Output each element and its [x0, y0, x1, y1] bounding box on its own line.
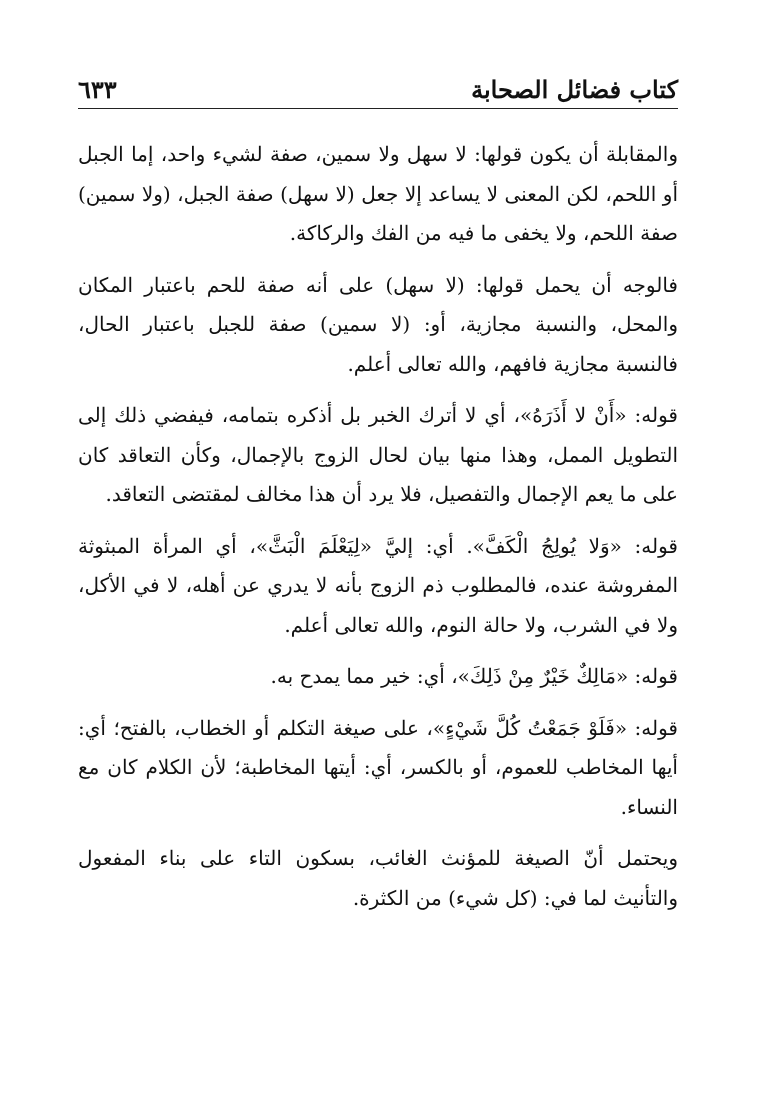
page-body — [78, 135, 678, 918]
paragraph-7: ويحتمل أنّ الصيغة للمؤنث الغائب، بسكون التاء على بناء المفعول والتأنيث لما في: (كل شيء) من الكثرة. — [78, 846, 678, 910]
paragraph-2: فالوجه أن يحمل قولها: (لا سهل) على أنه صفة للحم باعتبار المكان والمحل، والنسبة مجازية، أو: (لا سمين) صفة للجبل باعتبار الحال، فالنسبة مجازية فافهم، والله تعالى أعلم. — [78, 272, 678, 376]
paragraph-4: قوله: «وَلا يُولِجُ الْكَفَّ». أي: إليَّ «لِيَعْلَمَ الْبَثَّ»، أي المرأة المبثوثة المفروشة عنده، فالمطلوب ذم الزوج بأنه لا يدري عن أهله، لا في الأكل، ولا في الشرب، ولا حالة النوم، والله تعالى أعلم. — [78, 533, 678, 637]
paragraph-1: والمقابلة أن يكون قولها: لا سهل ولا سمين، صفة لشيء واحد، إما الجبل أو اللحم، لكن المعنى لا يساعد إلا جعل (لا سهل) صفة الجبل، (ولا سمين) صفة اللحم، ولا يخفى ما فيه من الفك والركاكة. — [78, 142, 678, 245]
book-page — [78, 60, 678, 930]
page-header — [78, 60, 678, 109]
running-title: كتاب فضائل الصحابة — [471, 75, 678, 104]
paragraph-5: قوله: «مَالِكٌ خَيْرٌ مِنْ ذَلِكَ»، أي: خير مما يمدح به. — [270, 664, 678, 688]
paragraph-3: قوله: «أَنْ لا أَذَرَهُ»، أي لا أترك الخبر بل أذكره بتمامه، فيفضي ذلك إلى التطويل الممل، وهذا منها بيان لحال الزوج بالإجمال، وكأن التعاقد كان على ما يعم الإجمال والتفصيل، فلا يرد أن هذا مخالف لمقتضى التعاقد. — [78, 403, 678, 506]
paragraph-6: قوله: «فَلَوْ جَمَعْتُ كُلَّ شَيْءٍ»، على صيغة التكلم أو الخطاب، بالفتح؛ أي: أيها المخاطب للعموم، أو بالكسر، أي: أيتها المخاطبة؛ لأن الكلام كان مع النساء. — [78, 715, 678, 819]
page-number: ٦٣٣ — [78, 75, 117, 104]
